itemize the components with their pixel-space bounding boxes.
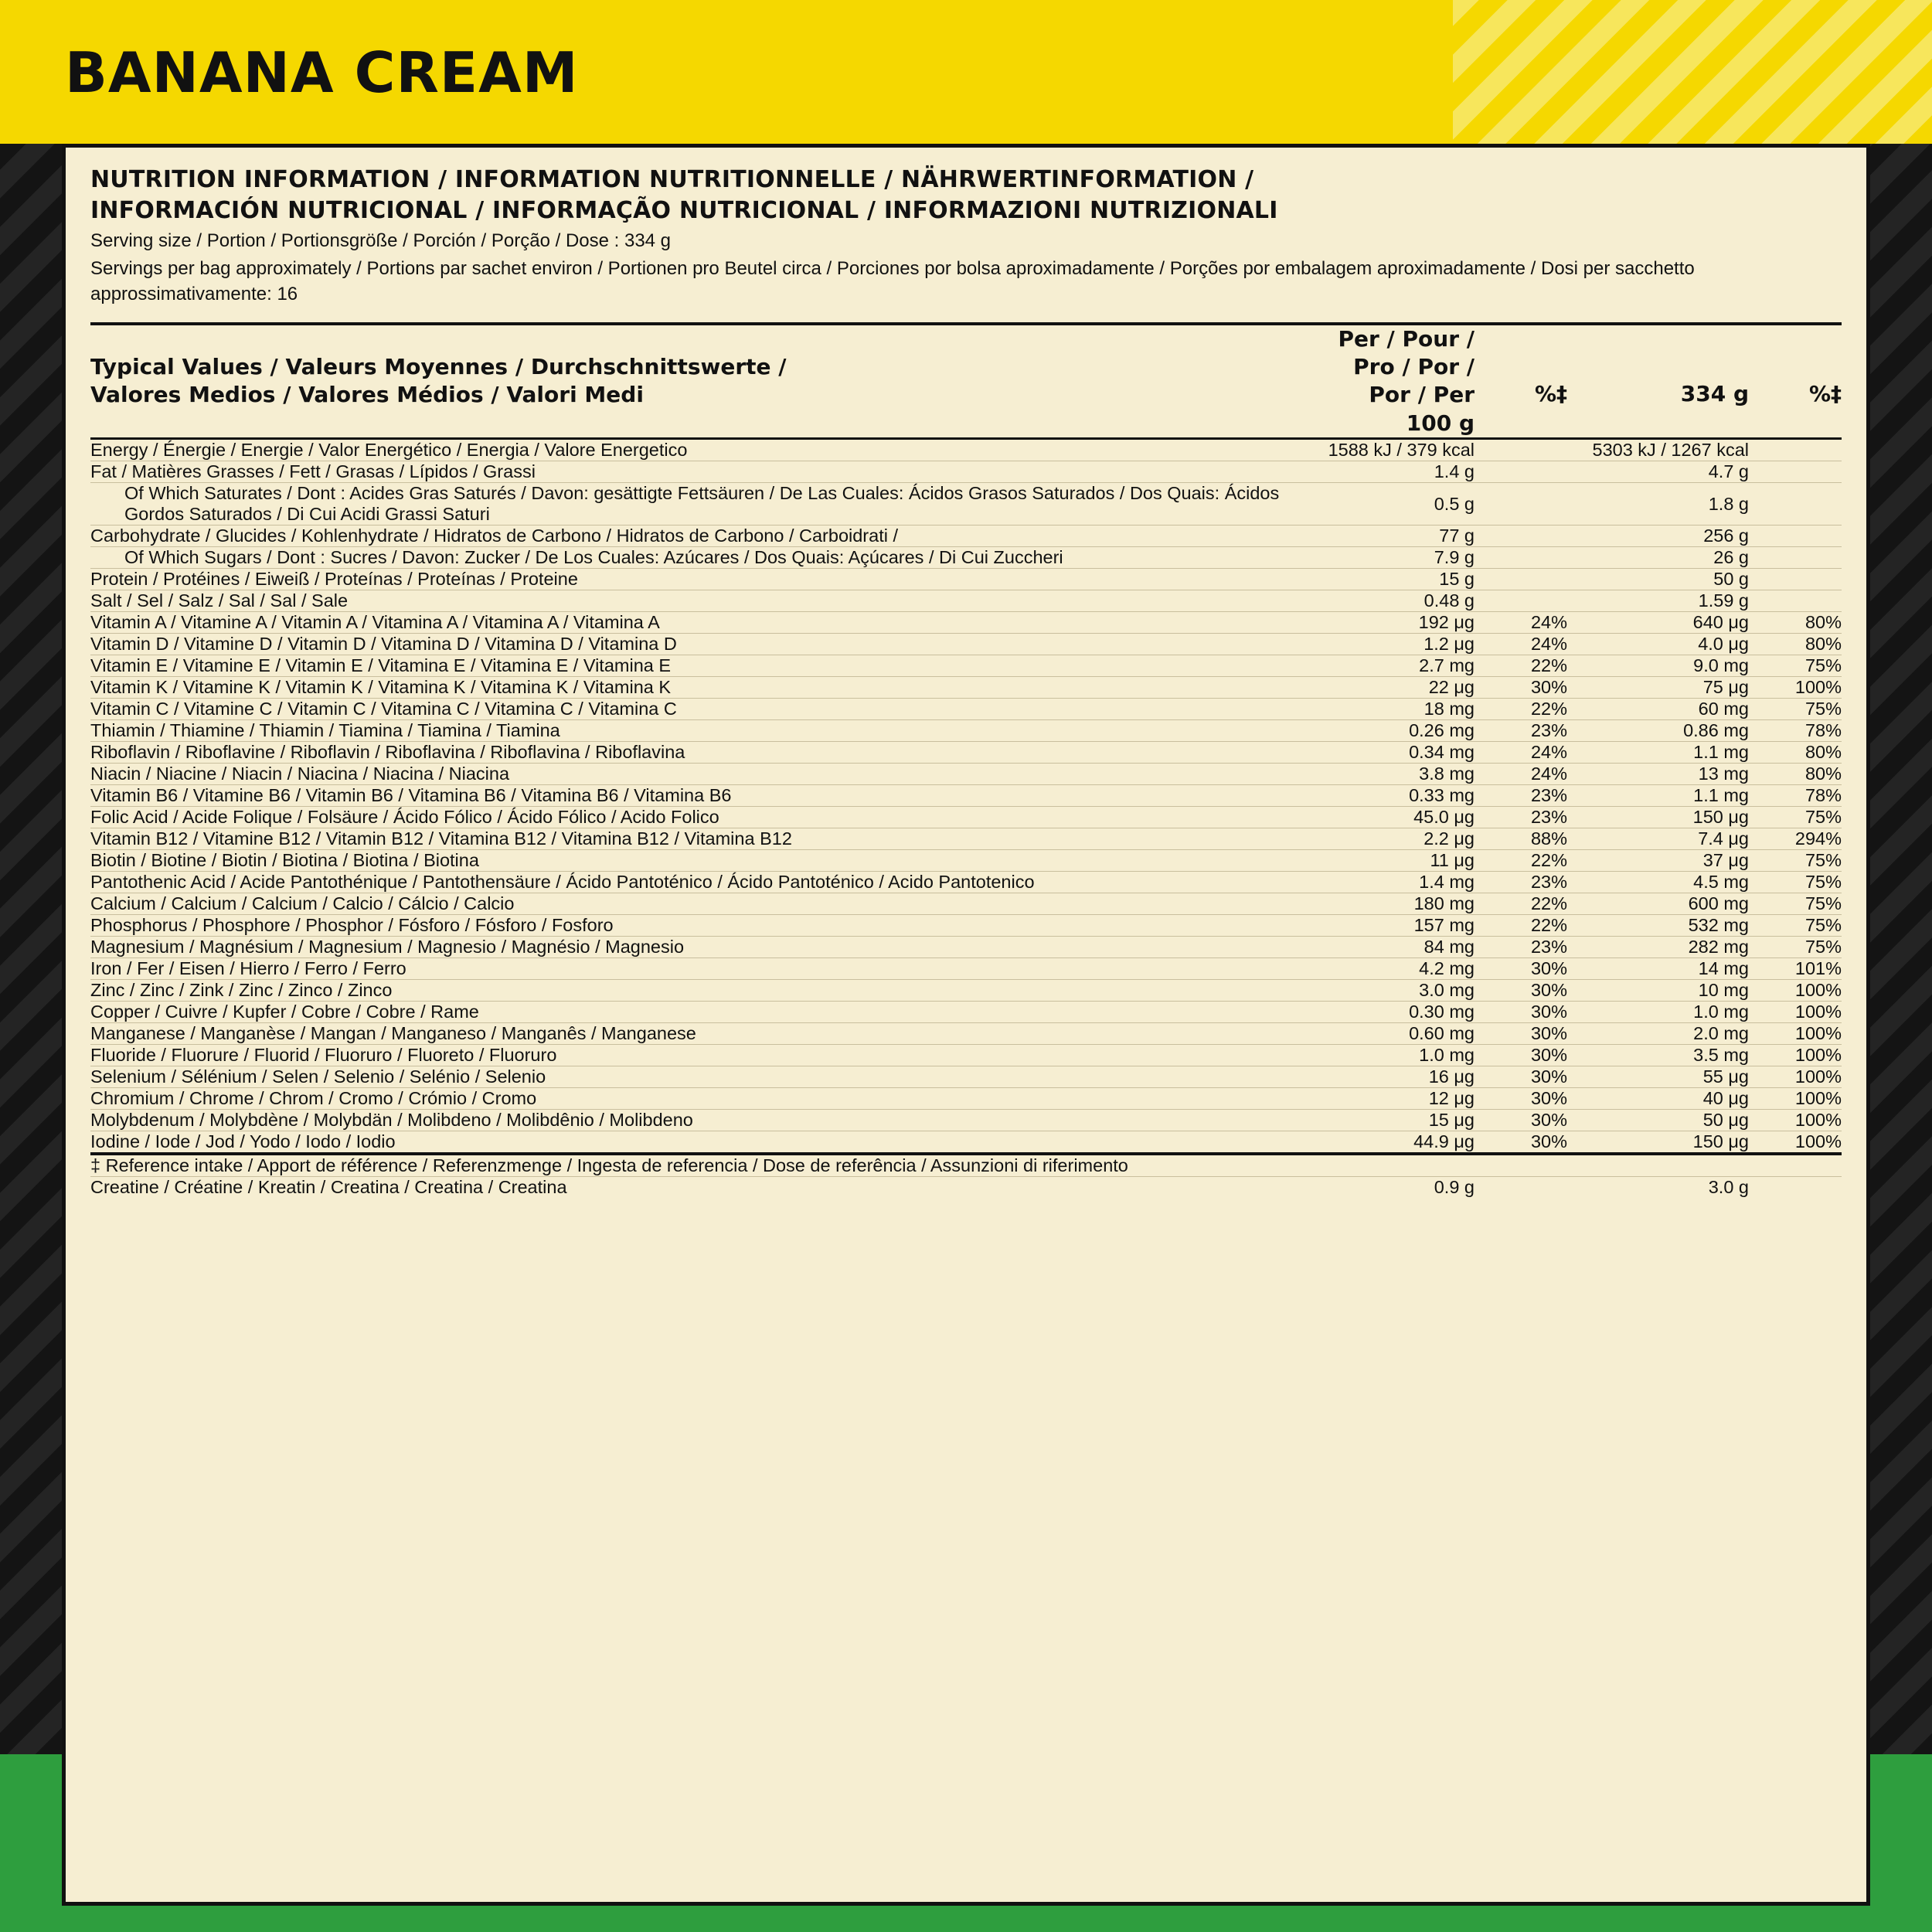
percent-per-334g [1749, 461, 1842, 483]
table-row [90, 980, 1842, 1002]
value-per-334g: 14 mg [1567, 958, 1749, 980]
nutrient-name: Magnesium / Magnésium / Magnesium / Magnesio / Magnésio / Magnesio [90, 937, 1308, 958]
value-per-334g: 150 μg [1567, 1131, 1749, 1155]
value-per-334g: 7.4 μg [1567, 828, 1749, 850]
top-band-stripe-pattern [1453, 0, 1932, 144]
value-per-334g: 2.0 mg [1567, 1023, 1749, 1045]
nutrient-name: Pantothenic Acid / Acide Pantothénique / Pantothensäure / Ácido Pantoténico / Ácido Pantoténico / Acido Pantotenico [90, 872, 1308, 893]
percent-per-334g [1749, 439, 1842, 461]
value-per-100g: 192 μg [1308, 612, 1475, 634]
value-per-100g: 15 μg [1308, 1110, 1475, 1131]
table-row [90, 915, 1842, 937]
value-per-100g: 3.0 mg [1308, 980, 1475, 1002]
percent-per-334g: 100% [1749, 1131, 1842, 1155]
value-per-100g: 12 μg [1308, 1088, 1475, 1110]
percent-per-334g: 75% [1749, 872, 1842, 893]
table-header-row [90, 324, 1842, 439]
creatine-row [90, 1177, 1842, 1199]
percent-per-334g: 78% [1749, 785, 1842, 807]
table-row [90, 1088, 1842, 1110]
nutrient-name: Vitamin C / Vitamine C / Vitamin C / Vitamina C / Vitamina C / Vitamina C [90, 699, 1308, 720]
percent-per-334g: 75% [1749, 937, 1842, 958]
value-per-334g: 1.1 mg [1567, 742, 1749, 764]
table-row [90, 872, 1842, 893]
percent-per-100g [1475, 547, 1567, 569]
table-row [90, 547, 1842, 569]
percent-per-100g: 30% [1475, 677, 1567, 699]
percent-per-100g: 30% [1475, 980, 1567, 1002]
nutrient-name: Molybdenum / Molybdène / Molybdän / Molibdeno / Molibdênio / Molibdeno [90, 1110, 1308, 1131]
value-per-334g: 3.5 mg [1567, 1045, 1749, 1066]
percent-per-334g: 101% [1749, 958, 1842, 980]
table-row [90, 655, 1842, 677]
value-per-334g: 13 mg [1567, 764, 1749, 785]
percent-per-334g [1749, 590, 1842, 612]
nutrient-name: Vitamin A / Vitamine A / Vitamin A / Vitamina A / Vitamina A / Vitamina A [90, 612, 1308, 634]
percent-per-100g [1475, 569, 1567, 590]
percent-per-334g: 75% [1749, 807, 1842, 828]
table-row [90, 1023, 1842, 1045]
table-row [90, 807, 1842, 828]
nutrient-name: Iron / Fer / Eisen / Hierro / Ferro / Ferro [90, 958, 1308, 980]
value-per-100g: 7.9 g [1308, 547, 1475, 569]
value-per-334g: 1.59 g [1567, 590, 1749, 612]
value-per-100g: 1.0 mg [1308, 1045, 1475, 1066]
percent-per-334g: 80% [1749, 612, 1842, 634]
value-per-334g: 10 mg [1567, 980, 1749, 1002]
percent-per-100g [1475, 461, 1567, 483]
value-per-100g: 0.60 mg [1308, 1023, 1475, 1045]
nutrient-name: Selenium / Sélénium / Selen / Selenio / Selénio / Selenio [90, 1066, 1308, 1088]
nutrient-name: Biotin / Biotine / Biotin / Biotina / Biotina / Biotina [90, 850, 1308, 872]
percent-per-334g [1749, 547, 1842, 569]
value-per-334g: 282 mg [1567, 937, 1749, 958]
value-per-334g: 75 μg [1567, 677, 1749, 699]
nutrition-panel [62, 144, 1870, 1906]
percent-per-334g: 100% [1749, 1066, 1842, 1088]
percent-per-334g [1749, 526, 1842, 547]
value-per-100g: 157 mg [1308, 915, 1475, 937]
value-per-100g: 3.8 mg [1308, 764, 1475, 785]
value-per-334g: 4.5 mg [1567, 872, 1749, 893]
value-per-100g: 2.2 μg [1308, 828, 1475, 850]
nutrient-name: Fat / Matières Grasses / Fett / Grasas / Lípidos / Grassi [90, 461, 1308, 483]
percent-per-100g: 30% [1475, 958, 1567, 980]
percent-per-100g: 88% [1475, 828, 1567, 850]
percent-per-100g: 30% [1475, 1110, 1567, 1131]
table-row [90, 461, 1842, 483]
reference-intake-note: ‡ Reference intake / Apport de référence / Referenzmenge / Ingesta de referencia / Dose de referência / Assunzioni di riferimento [90, 1154, 1842, 1177]
header-per-334g [1567, 324, 1749, 439]
value-per-334g: 9.0 mg [1567, 655, 1749, 677]
percent-per-334g [1749, 483, 1842, 526]
nutrient-name: Protein / Protéines / Eiweiß / Proteínas / Proteínas / Proteine [90, 569, 1308, 590]
percent-per-334g: 100% [1749, 1088, 1842, 1110]
value-per-100g: 1.4 mg [1308, 872, 1475, 893]
value-per-334g: 1.0 mg [1567, 1002, 1749, 1023]
percent-per-100g: 24% [1475, 742, 1567, 764]
table-row [90, 590, 1842, 612]
table-row [90, 720, 1842, 742]
percent-per-100g: 22% [1475, 850, 1567, 872]
percent-per-100g: 22% [1475, 915, 1567, 937]
table-row [90, 1110, 1842, 1131]
table-row [90, 1045, 1842, 1066]
percent-per-334g: 100% [1749, 1110, 1842, 1131]
nutrient-name: Vitamin E / Vitamine E / Vitamin E / Vitamina E / Vitamina E / Vitamina E [90, 655, 1308, 677]
header-per-100g [1308, 324, 1475, 439]
nutrient-name: Vitamin B6 / Vitamine B6 / Vitamin B6 / Vitamina B6 / Vitamina B6 / Vitamina B6 [90, 785, 1308, 807]
value-per-334g: 1.8 g [1567, 483, 1749, 526]
nutrient-name: Niacin / Niacine / Niacin / Niacina / Niacina / Niacina [90, 764, 1308, 785]
nutrient-name: Chromium / Chrome / Chrom / Cromo / Crómio / Cromo [90, 1088, 1308, 1110]
nutrient-name: Energy / Énergie / Energie / Valor Energético / Energia / Valore Energetico [90, 439, 1308, 461]
nutrient-name: Of Which Sugars / Dont : Sucres / Davon: Zucker / De Los Cuales: Azúcares / Dos Quais: Açúcares / Di Cui Zuccheri [90, 547, 1308, 569]
value-per-100g: 44.9 μg [1308, 1131, 1475, 1155]
creatine-value-per-334g: 3.0 g [1708, 1177, 1749, 1198]
nutrient-name: Phosphorus / Phosphore / Phosphor / Fósforo / Fósforo / Fosforo [90, 915, 1308, 937]
percent-per-334g: 100% [1749, 1023, 1842, 1045]
value-per-100g: 84 mg [1308, 937, 1475, 958]
serving-size-text: Serving size / Portion / Portionsgröße / Porción / Porção / Dose : 334 g [90, 230, 672, 252]
value-per-334g: 26 g [1567, 547, 1749, 569]
value-per-100g: 2.7 mg [1308, 655, 1475, 677]
table-row [90, 785, 1842, 807]
table-row [90, 828, 1842, 850]
nutrient-name: Folic Acid / Acide Folique / Folsäure / Ácido Fólico / Ácido Fólico / Acido Folico [90, 807, 1308, 828]
servings-per-bag-text: Servings per bag approximately / Portions par sachet environ / Portionen pro Beutel circa / Porciones por bolsa aproximadamente / Porções por embalagem aproximadamente / Dosi per sacchetto approssimativamente: 16 [90, 258, 1695, 304]
nutrient-name: Copper / Cuivre / Kupfer / Cobre / Cobre / Rame [90, 1002, 1308, 1023]
percent-per-100g: 30% [1475, 1088, 1567, 1110]
percent-per-100g: 22% [1475, 655, 1567, 677]
percent-per-100g: 23% [1475, 720, 1567, 742]
percent-per-334g: 100% [1749, 677, 1842, 699]
value-per-334g: 150 μg [1567, 807, 1749, 828]
creatine-percent-per-100g [1475, 1177, 1567, 1199]
percent-per-334g: 75% [1749, 699, 1842, 720]
percent-per-334g: 80% [1749, 634, 1842, 655]
value-per-100g: 18 mg [1308, 699, 1475, 720]
value-per-334g: 55 μg [1567, 1066, 1749, 1088]
value-per-100g: 45.0 μg [1308, 807, 1475, 828]
percent-per-334g: 100% [1749, 1045, 1842, 1066]
header-typical-values-line-1: Typical Values / Valeurs Moyennes / Durchschnittswerte / [90, 354, 787, 380]
percent-per-100g: 23% [1475, 807, 1567, 828]
header-percent-334g-label: %‡ [1808, 381, 1842, 407]
creatine-value-per-100g: 0.9 g [1434, 1177, 1475, 1198]
percent-per-334g: 75% [1749, 655, 1842, 677]
percent-per-100g [1475, 439, 1567, 461]
percent-per-100g: 23% [1475, 937, 1567, 958]
creatine-percent-per-334g [1749, 1177, 1842, 1199]
table-row [90, 1002, 1842, 1023]
percent-per-334g [1749, 569, 1842, 590]
nutrient-name: Manganese / Manganèse / Mangan / Manganeso / Manganês / Manganese [90, 1023, 1308, 1045]
value-per-100g: 0.33 mg [1308, 785, 1475, 807]
value-per-334g: 37 μg [1567, 850, 1749, 872]
percent-per-100g: 24% [1475, 634, 1567, 655]
percent-per-100g: 30% [1475, 1131, 1567, 1155]
percent-per-100g: 23% [1475, 872, 1567, 893]
nutrient-name: Thiamin / Thiamine / Thiamin / Tiamina / Tiamina / Tiamina [90, 720, 1308, 742]
percent-per-100g: 23% [1475, 785, 1567, 807]
percent-per-334g: 75% [1749, 850, 1842, 872]
value-per-100g: 77 g [1308, 526, 1475, 547]
header-percent-100g-label: %‡ [1534, 381, 1567, 407]
percent-per-334g: 75% [1749, 893, 1842, 915]
percent-per-100g: 24% [1475, 764, 1567, 785]
nutrient-name: Fluoride / Fluorure / Fluorid / Fluoruro / Fluoreto / Fluoruro [90, 1045, 1308, 1066]
nutrient-name: Riboflavin / Riboflavine / Riboflavin / Riboflavina / Riboflavina / Riboflavina [90, 742, 1308, 764]
nutrient-name: Carbohydrate / Glucides / Kohlenhydrate / Hidratos de Carbono / Hidratos de Carbono / Carboidrati / [90, 526, 1308, 547]
table-row [90, 677, 1842, 699]
creatine-name: Creatine / Créatine / Kreatin / Creatina / Creatina / Creatina [90, 1177, 567, 1198]
percent-per-100g: 30% [1475, 1023, 1567, 1045]
table-row [90, 483, 1842, 526]
percent-per-334g: 78% [1749, 720, 1842, 742]
table-row [90, 1131, 1842, 1155]
table-row [90, 634, 1842, 655]
header-334g-label: 334 g [1680, 381, 1749, 407]
table-row [90, 699, 1842, 720]
percent-per-100g [1475, 590, 1567, 612]
header-percent-334g [1749, 324, 1842, 439]
value-per-100g: 0.5 g [1308, 483, 1475, 526]
value-per-334g: 40 μg [1567, 1088, 1749, 1110]
table-row [90, 742, 1842, 764]
value-per-334g: 0.86 mg [1567, 720, 1749, 742]
value-per-334g: 1.1 mg [1567, 785, 1749, 807]
percent-per-100g: 30% [1475, 1002, 1567, 1023]
value-per-334g: 5303 kJ / 1267 kcal [1567, 439, 1749, 461]
value-per-100g: 1.2 μg [1308, 634, 1475, 655]
value-per-100g: 180 mg [1308, 893, 1475, 915]
value-per-334g: 50 g [1567, 569, 1749, 590]
nutrition-heading [90, 165, 1842, 226]
value-per-334g: 4.7 g [1567, 461, 1749, 483]
table-row [90, 764, 1842, 785]
page-title: BANANA CREAM [65, 40, 579, 105]
value-per-334g: 256 g [1567, 526, 1749, 547]
value-per-334g: 4.0 μg [1567, 634, 1749, 655]
table-row [90, 569, 1842, 590]
value-per-100g: 16 μg [1308, 1066, 1475, 1088]
percent-per-100g [1475, 526, 1567, 547]
table-row [90, 612, 1842, 634]
nutrient-name: Vitamin K / Vitamine K / Vitamin K / Vitamina K / Vitamina K / Vitamina K [90, 677, 1308, 699]
percent-per-334g: 80% [1749, 742, 1842, 764]
percent-per-334g: 100% [1749, 980, 1842, 1002]
value-per-100g: 15 g [1308, 569, 1475, 590]
percent-per-100g: 22% [1475, 699, 1567, 720]
value-per-334g: 60 mg [1567, 699, 1749, 720]
percent-per-334g: 100% [1749, 1002, 1842, 1023]
value-per-100g: 4.2 mg [1308, 958, 1475, 980]
value-per-100g: 1.4 g [1308, 461, 1475, 483]
value-per-100g: 0.30 mg [1308, 1002, 1475, 1023]
nutrient-name: Zinc / Zinc / Zink / Zinc / Zinco / Zinco [90, 980, 1308, 1002]
reference-intake-row [90, 1154, 1842, 1177]
nutrient-name: Iodine / Iode / Jod / Yodo / Iodo / Iodio [90, 1131, 1308, 1155]
value-per-100g: 0.48 g [1308, 590, 1475, 612]
header-100g-label: 100 g [1406, 410, 1475, 436]
header-per-label: Per / Pour / Pro / Por / Por / Per [1338, 325, 1475, 408]
nutrient-name: Salt / Sel / Salz / Sal / Sal / Sale [90, 590, 1308, 612]
percent-per-100g: 22% [1475, 893, 1567, 915]
header-percent-100g [1475, 324, 1567, 439]
header-typical-values-line-2: Valores Medios / Valores Médios / Valori Medi [90, 382, 644, 408]
value-per-100g: 0.26 mg [1308, 720, 1475, 742]
table-row [90, 439, 1842, 461]
nutrition-table [90, 322, 1842, 1199]
table-row [90, 850, 1842, 872]
header-typical-values [90, 324, 1308, 439]
table-row [90, 958, 1842, 980]
value-per-334g: 600 mg [1567, 893, 1749, 915]
table-row [90, 1066, 1842, 1088]
value-per-100g: 1588 kJ / 379 kcal [1308, 439, 1475, 461]
value-per-100g: 11 μg [1308, 850, 1475, 872]
percent-per-100g: 30% [1475, 1066, 1567, 1088]
nutrition-heading-line-1: NUTRITION INFORMATION / INFORMATION NUTRITIONNELLE / NÄHRWERTINFORMATION / [90, 166, 1254, 193]
value-per-334g: 532 mg [1567, 915, 1749, 937]
table-row [90, 526, 1842, 547]
percent-per-100g [1475, 483, 1567, 526]
percent-per-334g: 80% [1749, 764, 1842, 785]
table-row [90, 937, 1842, 958]
value-per-100g: 0.34 mg [1308, 742, 1475, 764]
nutrient-name: Vitamin D / Vitamine D / Vitamin D / Vitamina D / Vitamina D / Vitamina D [90, 634, 1308, 655]
percent-per-100g: 30% [1475, 1045, 1567, 1066]
value-per-334g: 640 μg [1567, 612, 1749, 634]
table-row [90, 893, 1842, 915]
percent-per-334g: 75% [1749, 915, 1842, 937]
percent-per-334g: 294% [1749, 828, 1842, 850]
value-per-100g: 22 μg [1308, 677, 1475, 699]
nutrition-heading-line-2: INFORMACIÓN NUTRICIONAL / INFORMAÇÃO NUTRICIONAL / INFORMAZIONI NUTRIZIONALI [90, 196, 1278, 224]
nutrient-name: Of Which Saturates / Dont : Acides Gras Saturés / Davon: gesättigte Fettsäuren / De Las Cuales: Ácidos Grasos Saturados / Dos Quais: Ácidos Gordos Saturados / Di Cui Acidi Grassi Saturi [90, 483, 1308, 526]
percent-per-100g: 24% [1475, 612, 1567, 634]
nutrient-name: Calcium / Calcium / Calcium / Calcio / Cálcio / Calcio [90, 893, 1308, 915]
value-per-334g: 50 μg [1567, 1110, 1749, 1131]
nutrient-name: Vitamin B12 / Vitamine B12 / Vitamin B12 / Vitamina B12 / Vitamina B12 / Vitamina B12 [90, 828, 1308, 850]
